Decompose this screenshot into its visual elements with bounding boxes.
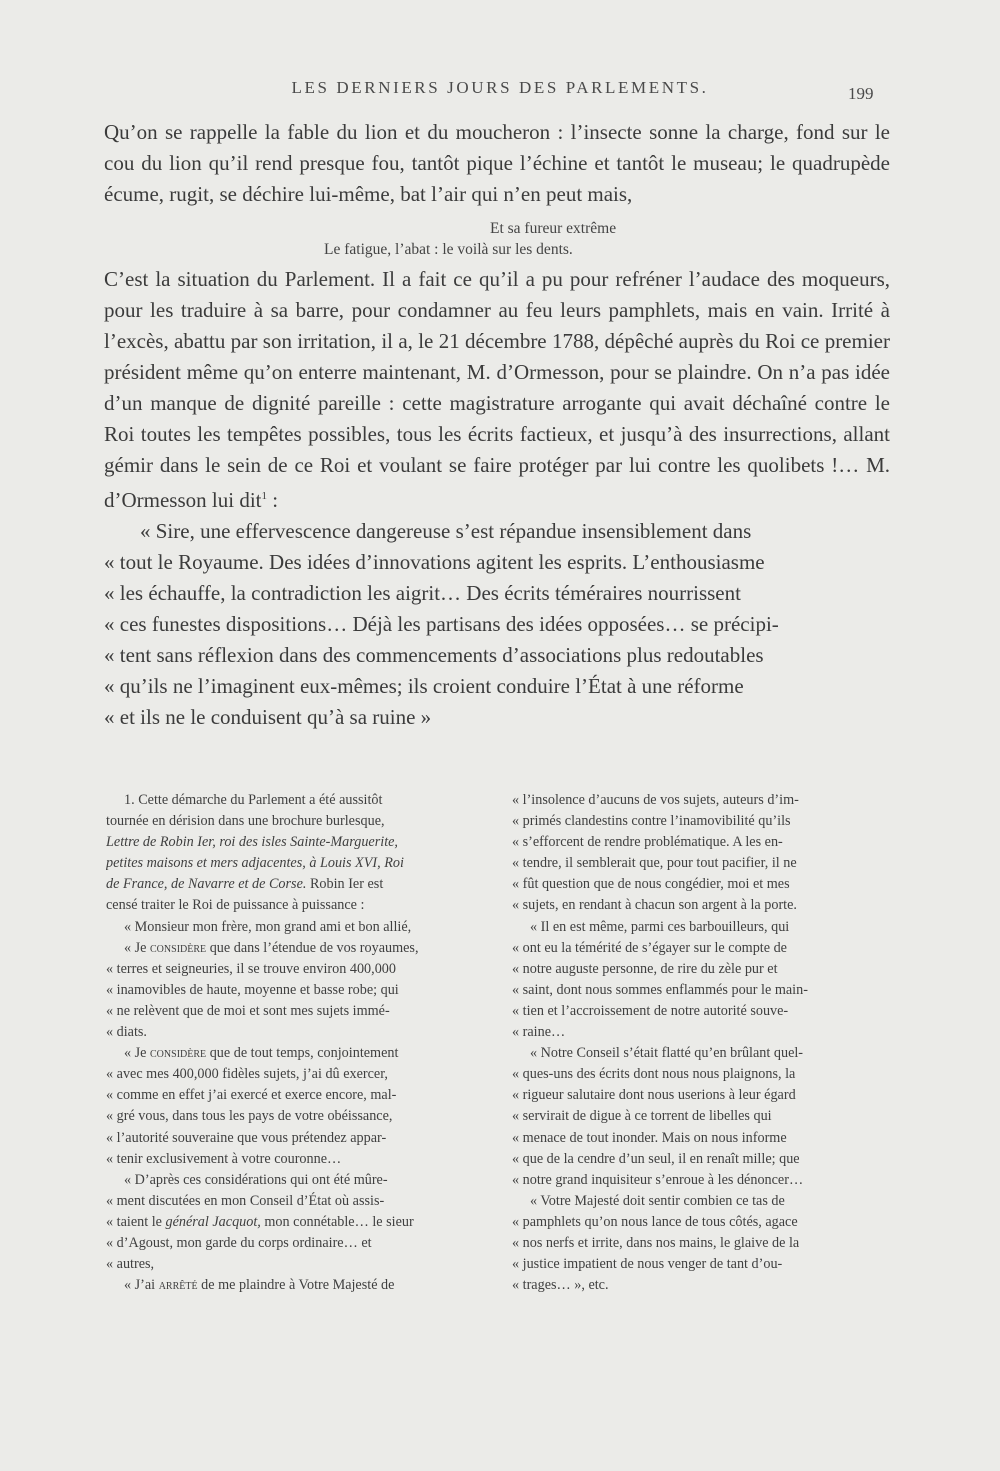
footnote-text: mon connétable… le sieur — [260, 1213, 414, 1230]
footnote-line: « comme en effet j’ai exercé et exerce encore, mal- — [106, 1087, 397, 1104]
footnote-line: « inamovibles de haute, moyenne et basse robe; qui — [106, 981, 399, 998]
footnote-line — [106, 853, 494, 874]
footnote-line: « notre grand inquisiteur s’enroue à les dénoncer… — [512, 1171, 804, 1188]
quote-line: « et ils ne le conduisent qu’à sa ruine » — [104, 705, 432, 729]
footnote-line: « gré vous, dans tous les pays de votre obéissance, — [106, 1108, 393, 1125]
footnote-line — [106, 1275, 494, 1296]
footnote-line: « d’Agoust, mon garde du corps ordinaire… et — [106, 1234, 372, 1251]
footnote-text: « Je — [124, 1045, 151, 1062]
brochure-title-italic: de France, de Navarre et de Corse. — [106, 876, 307, 893]
footnote-line: « tendre, il semblerait que, pour tout pacifier, il ne — [512, 855, 797, 872]
running-title: LES DERNIERS JOURS DES PARLEMENTS. — [291, 78, 709, 97]
footnote-text: de me plaindre à Votre Majesté de — [197, 1277, 395, 1294]
paragraph-2 — [104, 264, 890, 516]
quote-line: « ces funestes dispositions… Déjà les partisans des idées opposées… se précipi- — [104, 612, 779, 636]
footnote-line: censé traiter le Roi de puissance à puissance : — [106, 897, 365, 914]
main-text — [104, 117, 890, 733]
footnote-line: « pamphlets qu’on nous lance de tous côtés, agace — [512, 1213, 798, 1230]
footnote-line: « que de la cendre d’un seul, il en renaît mille; que — [512, 1150, 800, 1167]
italic-name: général Jacquot, — [165, 1213, 261, 1230]
quote-line: « les échauffe, la contradiction les aigrit… Des écrits téméraires nourrissent — [104, 581, 741, 605]
footnote-text: que dans l’étendue de vos royaumes, — [206, 939, 419, 956]
footnote-line: « tenir exclusivement à votre couronne… — [106, 1150, 342, 1167]
footnote-line: « servirait de digue à ce torrent de libelles qui — [512, 1108, 772, 1125]
quote-line: « qu’ils ne l’imaginent eux-mêmes; ils croient conduire l’État à une réforme — [104, 674, 744, 698]
footnote-line: « s’efforcent de rendre problématique. A les en- — [512, 834, 783, 851]
footnote-line: « menace de tout inonder. Mais on nous informe — [512, 1129, 787, 1146]
footnote-line: « ques-uns des écrits dont nous nous plaignons, la — [512, 1066, 796, 1083]
quote-line: « tent sans réflexion dans des commencements d’associations plus redoutables — [104, 643, 764, 667]
footnote-line: « raine… — [512, 1024, 566, 1041]
footnote-line: « Votre Majesté doit sentir combien ce tas de — [530, 1192, 785, 1209]
page-number: 199 — [848, 84, 874, 103]
footnote-line: « l’autorité souveraine que vous prétendez appar- — [106, 1129, 387, 1146]
footnote-text: « Je — [124, 939, 151, 956]
paragraph-2-text: C’est la situation du Parlement. Il a fait ce qu’il a pu pour refréner l’audace des moqueurs, pour les traduire à sa barre, pour condamner au feu leurs pamphlets, mais en vain. Irrité à l’excès, abattu par son irritation, il a, le 21 décembre 1788, dépêché auprès du Roi ce premier président même qu’on enterre maintenant, M. d’Ormesson, pour se plaindre. On n’a pas idée d’un manque de dignité pareille : cette magistrature arrogante qui avait déchaîné contre le Roi toutes les tempêtes possibles, tous les écrits factieux, et jusqu’à des insurrections, allant gémir dans le sein de ce Roi et voulant se faire protéger par lui contre les quolibets !… M. d’Ormesson lui dit — [104, 267, 890, 512]
footnote-line: « notre auguste personne, de rire du zèle pur et — [512, 960, 778, 977]
verse-line-2: Le fatigue, l’abat : le voilà sur les dents. — [324, 241, 573, 258]
footnote-line — [106, 938, 494, 959]
footnote-line — [106, 1212, 494, 1233]
footnote-line: tournée en dérision dans une brochure burlesque, — [106, 813, 385, 830]
small-caps-word: considère — [150, 939, 207, 956]
footnote-line: « tien et l’accroissement de notre autorité souve- — [512, 1002, 789, 1019]
footnote-line: « l’insolence d’aucuns de vos sujets, auteurs d’im- — [512, 792, 799, 808]
footnote-line: « nos nerfs et irrite, dans nos mains, le glaive de la — [512, 1234, 800, 1251]
small-caps-word: arrêté — [158, 1277, 198, 1294]
footnote-line: « D’après ces considérations qui ont été mûre- — [124, 1171, 388, 1188]
quote-line: « tout le Royaume. Des idées d’innovations agitent les esprits. L’enthousiasme — [104, 550, 765, 574]
footnote-line: « ment discutées en mon Conseil d’État où assis- — [106, 1192, 385, 1209]
footnote-line: « fût question que de nous congédier, moi et mes — [512, 876, 790, 893]
footnote-line: 1. Cette démarche du Parlement a été aussitôt — [124, 792, 383, 808]
footnote-text: « taient le — [106, 1213, 166, 1230]
quote-line: « Sire, une effervescence dangereuse s’est répandue insensiblement dans — [140, 519, 752, 543]
footnote-line: « Notre Conseil s’était flatté qu’en brûlant quel- — [530, 1045, 804, 1062]
footnote-line: « primés clandestins contre l’inamovibilité qu’ils — [512, 813, 791, 830]
footnote-column-left — [106, 790, 494, 1296]
footnote-text: que de tout temps, conjointement — [206, 1045, 399, 1062]
footnote-line — [106, 874, 494, 895]
footnote-line: « saint, dont nous sommes enflammés pour le main- — [512, 981, 808, 998]
brochure-title-italic: Lettre de Robin Ier, roi des isles Sainte-Marguerite, — [106, 834, 398, 851]
footnote-line: « ont eu la témérité de s’égayer sur le compte de — [512, 939, 787, 956]
brochure-title-italic: petites maisons et mers adjacentes, à Louis XVI, Roi — [106, 855, 404, 872]
footnote-line: « terres et seigneuries, il se trouve environ 400,000 — [106, 960, 396, 977]
footnote-line: « Monsieur mon frère, mon grand ami et bon allié, — [124, 918, 412, 935]
footnote-text: Robin Ier est — [306, 876, 384, 893]
paragraph-1: Qu’on se rappelle la fable du lion et du moucheron : l’insecte sonne la charge, fond sur le cou du lion qu’il rend presque fou, tantôt pique l’échine et tantôt le museau; le quadrupède écume, rugit, se déchire lui-même, bat l’air qui n’en peut mais, — [104, 120, 890, 206]
footnote-line: « diats. — [106, 1024, 147, 1041]
footnote-line: « ne relèvent que de moi et sont mes sujets immé- — [106, 1002, 390, 1019]
footnote-line: « trages… », etc. — [512, 1277, 609, 1294]
paragraph-2-end: : — [267, 488, 279, 512]
footnote-line — [106, 832, 494, 853]
block-quote — [104, 516, 890, 733]
footnote-line: « avec mes 400,000 fidèles sujets, j’ai dû exercer, — [106, 1066, 388, 1083]
small-caps-word: considère — [150, 1045, 207, 1062]
footnote-marker: 1 — [261, 490, 267, 502]
footnote-line: « Il en est même, parmi ces barbouilleurs, qui — [530, 918, 790, 935]
footnote-text: « J’ai — [124, 1277, 159, 1294]
verse-quote — [104, 218, 890, 260]
footnote-line: « rigueur salutaire dont nous userions à leur égard — [512, 1087, 796, 1104]
footnote-line: « justice impatient de nous venger de tant d’ou- — [512, 1256, 783, 1273]
footnote-line: « sujets, en rendant à chacun son argent à la porte. — [512, 897, 797, 914]
footnote-column-right — [512, 790, 900, 1296]
footnote-line — [106, 1043, 494, 1064]
verse-line-1: Et sa fureur extrême — [490, 220, 617, 237]
footnote-line: « autres, — [106, 1256, 155, 1273]
